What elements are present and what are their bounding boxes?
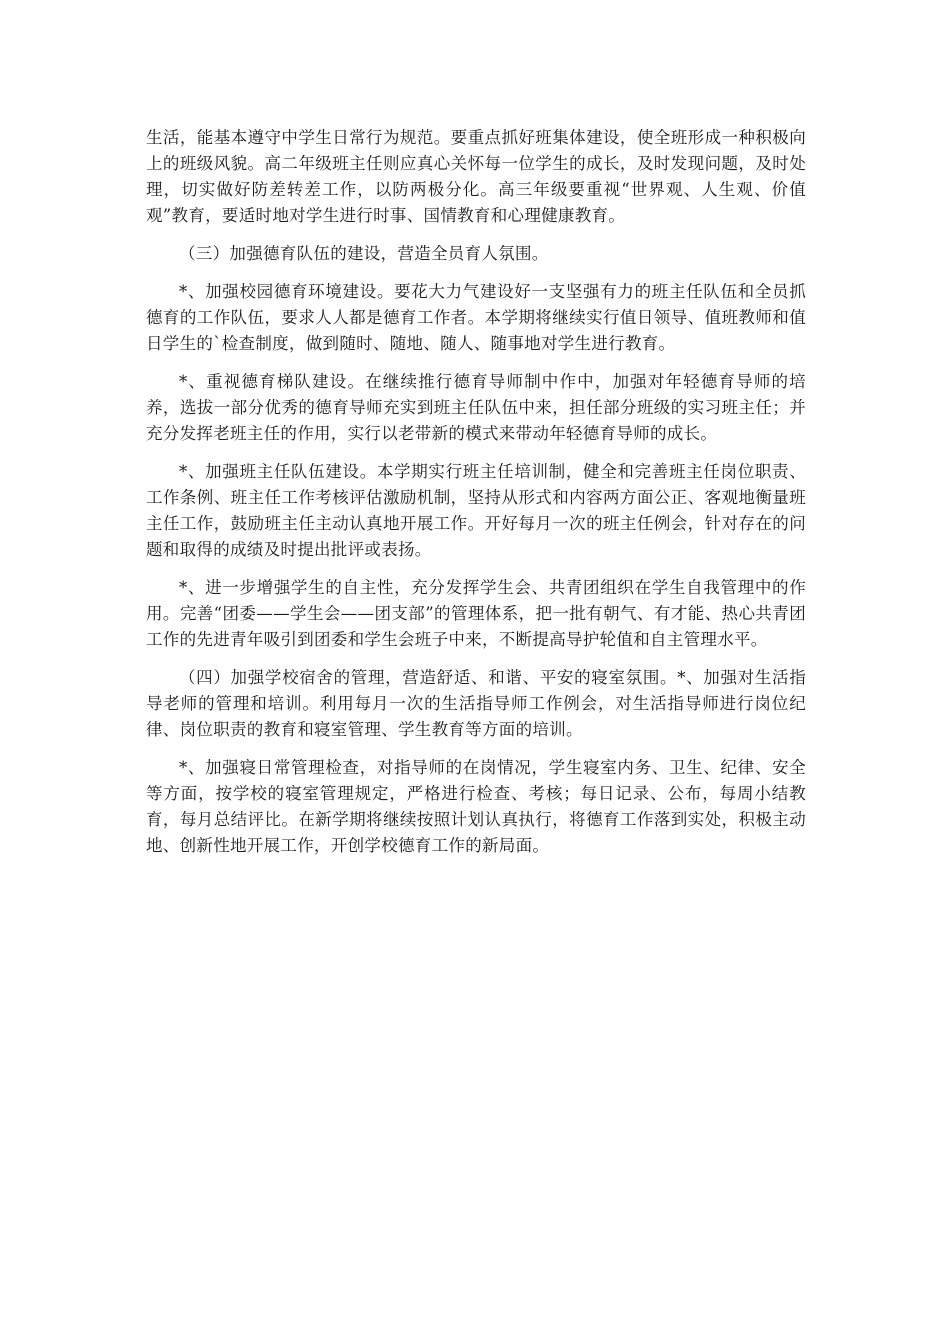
document-body [146, 125, 806, 871]
paragraph-student-autonomy: *、进一步增强学生的自主性，充分发挥学生会、共青团组织在学生自我管理中的作用。完善“团委——学生会——团支部”的管理体系，把一批有朝气、有才能、热心共青团工作的先进青年吸引到团委和学生会班子中来，不断提高导护轮值和自主管理水平。 [146, 578, 806, 649]
paragraph-head-teacher-team: *、加强班主任队伍建设。本学期实行班主任培训制，健全和完善班主任岗位职责、工作条例、班主任工作考核评估激励机制，坚持从形式和内容两方面公正、客观地衡量班主任工作，鼓励班主任主动认真地开展工作。开好每月一次的班主任例会，针对存在的问题和取得的成绩及时提出批评或表扬。 [146, 462, 806, 559]
paragraph-mentor-tiers: *、重视德育梯队建设。在继续推行德育导师制中作中，加强对年轻德育导师的培养，选拔一部分优秀的德育导师充实到班主任队伍中来，担任部分班级的实习班主任；并充分发挥老班主任的作用，实行以老带新的模式来带动年轻德育导师的成长。 [146, 372, 806, 443]
paragraph-dorm-management: *、加强寝日常管理检查，对指导师的在岗情况，学生寝室内务、卫生、纪律、安全等方面，按学校的寝室管理规定，严格进行检查、考核；每日记录、公布，每周小结教育，每月总结评比。在新学期将继续按照计划认真执行，将德育工作落到实处，积极主动地、创新性地开展工作，开创学校德育工作的新局面。 [146, 758, 806, 855]
section-heading-three: （三）加强德育队伍的建设，营造全员育人氛围。 [179, 244, 549, 263]
section-heading-four: （四）加强学校宿舍的管理，营造舒适、和谐、平安的寝室氛围。*、加强对生活指导老师的管理和培训。利用每月一次的生活指导师工作例会，对生活指导师进行岗位纪律、岗位职责的教育和寝室管理、学生教育等方面的培训。 [146, 668, 806, 739]
paragraph-campus-environment: *、加强校园德育环境建设。要花大力气建设好一支坚强有力的班主任队伍和全员抓德育的工作队伍，要求人人都是德育工作者。本学期将继续实行值日领导、值班教师和值日学生的`检查制度，做到随时、随地、随人、随事地对学生进行教育。 [146, 282, 806, 353]
paragraph-continuation: 生活，能基本遵守中学生日常行为规范。要重点抓好班集体建设，使全班形成一种积极向上的班级风貌。高二年级班主任则应真心关怀每一位学生的成长，及时发现问题，及时处理，切实做好防差转差工作，以防两极分化。高三年级要重视“世界观、人生观、价值观”教育，要适时地对学生进行时事、国情教育和心理健康教育。 [146, 128, 806, 225]
